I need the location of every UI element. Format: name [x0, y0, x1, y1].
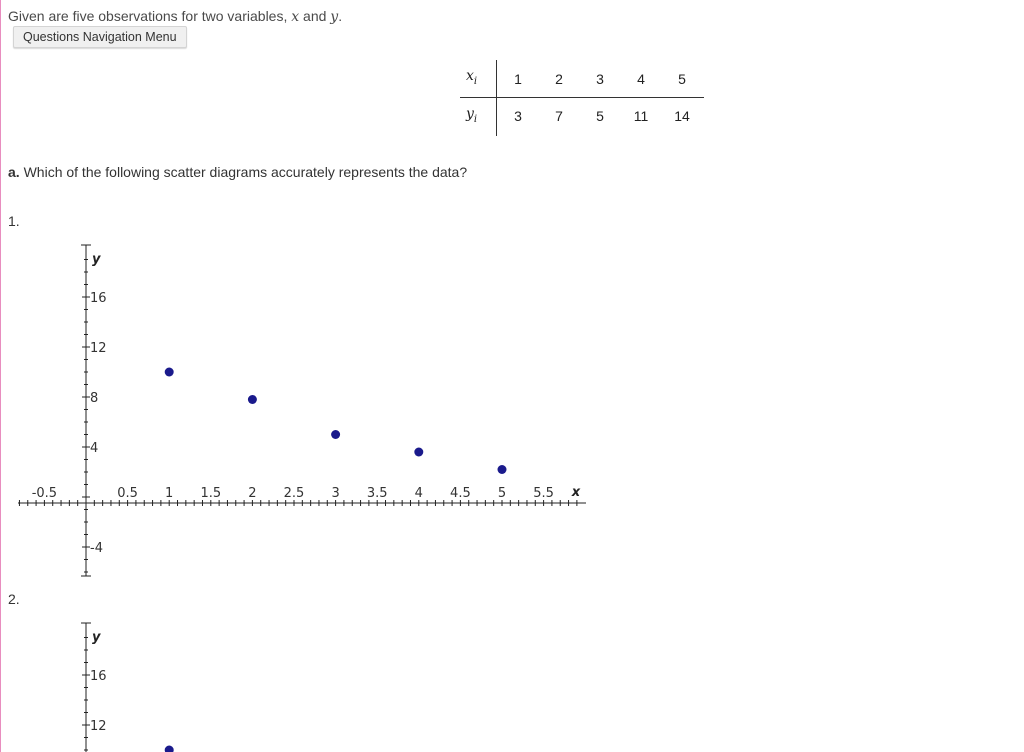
- y-tick-label: 12: [90, 719, 107, 734]
- y-value-cell: 3: [514, 108, 522, 124]
- var-y: y: [330, 9, 339, 25]
- x-tick-label: 2: [248, 486, 257, 501]
- x-value-cell: 5: [678, 71, 686, 87]
- x-value-cell: 2: [555, 71, 563, 87]
- y-value-cell: 5: [596, 108, 604, 124]
- y-tick-label: 4: [90, 441, 99, 456]
- x-axis-label: x: [571, 485, 581, 500]
- x-value-cell: 4: [637, 71, 645, 87]
- question-a-body: Which of the following scatter diagrams accurately represents the data?: [19, 164, 468, 180]
- intro-and: and: [299, 8, 331, 24]
- x-value-cell: 1: [514, 71, 522, 87]
- y-tick-label: -4: [90, 541, 103, 556]
- option-2-number: 2.: [8, 591, 20, 607]
- y-axis-label: y: [92, 252, 101, 267]
- x-tick-label: 4: [414, 486, 423, 501]
- y-tick-label: 12: [90, 341, 107, 356]
- question-a-prefix: a.: [8, 164, 20, 180]
- y-value-cell: 11: [633, 108, 649, 124]
- x-tick-label: 3: [331, 486, 340, 501]
- x-tick-label: 5.5: [533, 486, 554, 501]
- x-tick-label: 5: [497, 486, 507, 501]
- y-value-cell: 14: [674, 108, 690, 124]
- x-tick-label: 4.5: [450, 486, 471, 501]
- y-row-label: $y_i$: [466, 106, 478, 125]
- intro-after: .: [338, 8, 343, 24]
- x-row-label: $x_i$: [466, 68, 478, 87]
- scatter-point: [165, 746, 174, 752]
- y-tick-label: 16: [90, 669, 107, 684]
- x-value-cell: 3: [596, 71, 604, 87]
- x-tick-label: -0.5: [31, 486, 58, 501]
- intro-before: Given are five observations for two variables,: [8, 8, 292, 24]
- var-x: x: [291, 9, 300, 25]
- x-tick-label: 0.5: [117, 486, 138, 501]
- questions-navigation-menu-button[interactable]: Questions Navigation Menu: [13, 26, 187, 48]
- y-axis-label: y: [92, 630, 101, 645]
- x-tick-label: 1.5: [200, 486, 222, 501]
- x-tick-label: 2.5: [283, 486, 305, 501]
- x-tick-label: 3.5: [366, 486, 388, 501]
- x-tick-label: 1: [165, 486, 174, 501]
- y-tick-label: 16: [90, 291, 107, 306]
- option-1-number: 1.: [8, 213, 20, 229]
- y-value-cell: 7: [555, 108, 563, 124]
- y-tick-label: 8: [90, 391, 99, 406]
